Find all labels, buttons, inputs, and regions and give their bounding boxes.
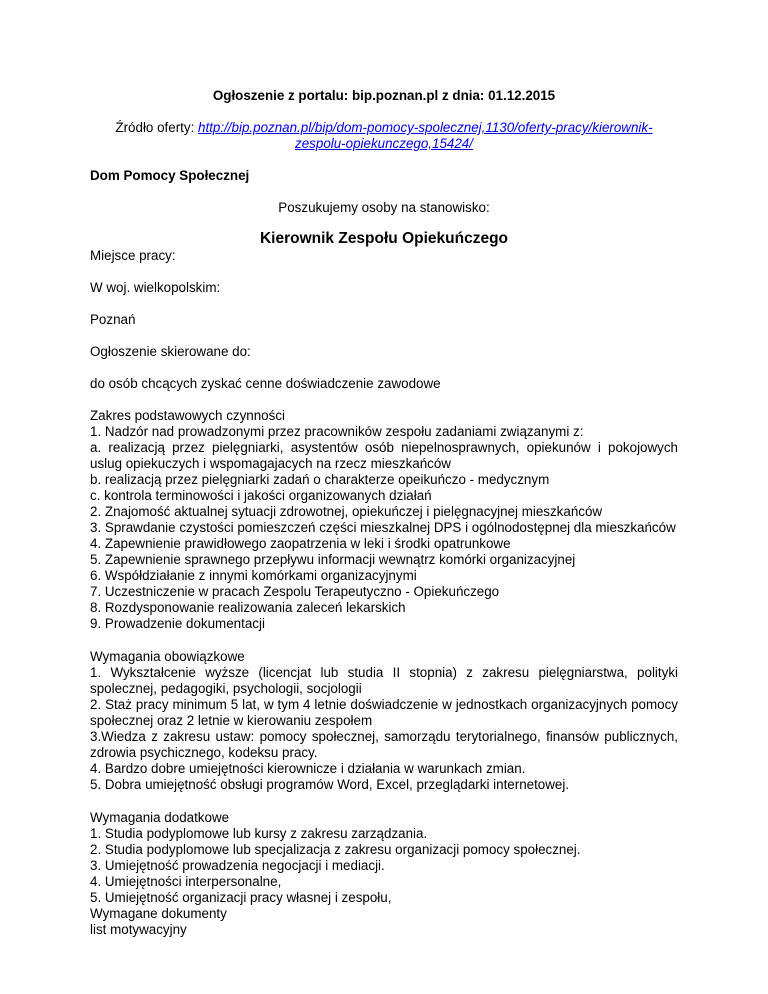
duty-item: b. realizacją przez pielęgniarki zadań o charakterze opeikuńczo - medycznym [90, 472, 550, 487]
audience-value: do osób chcących zyskać cenne doświadczenie zawodowe [90, 376, 441, 391]
requirements-heading: Wymagania obowiązkowe [90, 649, 245, 664]
duty-item: 1. Nadzór nad prowadzonymi przez pracowników zespołu zadaniami związanymi z: [90, 424, 584, 439]
source-link[interactable] [198, 120, 653, 151]
source-line [90, 120, 678, 152]
location-label: Miejsce pracy: [90, 248, 176, 263]
additional-item: 4. Umiejętności interpersonalne, [90, 874, 282, 889]
duties-heading: Zakres podstawowych czynności [90, 408, 285, 423]
portal-line: Ogłoszenie z portalu: bip.poznan.pl z dnia: 01.12.2015 [212, 88, 556, 103]
duties-section [90, 408, 678, 632]
duty-item: 3. Sprawdanie czystości pomieszczeń części mieszkalnej DPS i ogólnodostępnej dla mieszkańców [90, 520, 676, 535]
duty-item: 2. Znajomość aktualnej sytuacji zdrowotnej, opiekuńczej i pielęgnacyjnej mieszkańców [90, 504, 603, 519]
duty-item: c. kontrola terminowości i jakości organizowanych działań [90, 488, 432, 503]
requirement-item: 4. Bardzo dobre umiejętności kierownicze i działania w warunkach zmian. [90, 761, 526, 776]
source-url-part-1: http://bip.poznan.pl/bip/dom-pomocy-spolecznej,1130/oferty-pracy/kierownik- [198, 120, 653, 135]
additional-item: 5. Umiejętność organizacji pracy własnej i zespołu, [90, 890, 392, 905]
duty-item: 9. Prowadzenie dokumentacji [90, 616, 265, 631]
additional-item: 2. Studia podyplomowe lub specjalizacja z zakresu organizacji pomocy społecznej. [90, 842, 581, 857]
requirements-section [90, 649, 678, 793]
duty-item: a. realizacją przez pielęgniarki, asystentów osób niepelnosprawnych, opiekunów i pokojowych uslug opiekuczych i wspomagajacych na rzecz mieszkańców [90, 440, 678, 471]
source-url-part-2: zespolu-opiekunczego,15424/ [295, 136, 473, 151]
source-label: Źródło oferty: [115, 120, 199, 135]
position-title: Kierownik Zespołu Opiekuńczego [259, 230, 509, 247]
additional-item: 1. Studia podyplomowe lub kursy z zakresu zarządzania. [90, 826, 428, 841]
documents-heading: Wymagane dokumenty [90, 906, 227, 921]
duty-item: 6. Współdziałanie z innymi komórkami organizacyjnymi [90, 568, 417, 583]
additional-item: 3. Umiejętność prowadzenia negocjacji i mediacji. [90, 858, 385, 873]
requirement-item: 3.Wiedza z zakresu ustaw: pomocy społecznej, samorządu terytorialnego, finansów publicznych, zdrowia psychicznego, kodeksu pracy. [90, 729, 678, 760]
audience-label: Ogłoszenie skierowane do: [90, 344, 251, 359]
requirement-item: 5. Dobra umiejętność obsługi programów Word, Excel, przeglądarki internetowej. [90, 777, 570, 792]
requirement-item: 2. Staż pracy minimum 5 lat, w tym 4 letnie doświadczenie w jednostkach organizacyjnych pomocy społecznej oraz 2 letnie w kierowaniu zespołem [90, 697, 678, 728]
organization-name: Dom Pomocy Społecznej [90, 168, 250, 183]
requirement-item: 1. Wykształcenie wyższe (licencjat lub studia II stopnia) z zakresu pielęgniarstwa, polityki spolecznej, pedagogiki, psychologii, socjologii [90, 665, 678, 696]
additional-heading: Wymagania dodatkowe [90, 810, 230, 825]
location-region: W woj. wielkopolskim: [90, 280, 221, 295]
location-city: Poznań [90, 312, 136, 327]
document-item: list motywacyjny [90, 922, 187, 937]
document-page [90, 88, 678, 955]
duty-item: 7. Uczestniczenie w pracach Zespolu Terapeutyczno - Opiekuńczego [90, 584, 500, 599]
duty-item: 8. Rozdysponowanie realizowania zaleceń lekarskich [90, 600, 406, 615]
seeking-line: Poszukujemy osoby na stanowisko: [278, 200, 490, 215]
duty-item: 5. Zapewnienie sprawnego przepływu informacji wewnątrz komórki organizacyjnej [90, 552, 576, 567]
duty-item: 4. Zapewnienie prawidłowego zaopatrzenia w leki i środki opatrunkowe [90, 536, 511, 551]
additional-section [90, 810, 678, 938]
